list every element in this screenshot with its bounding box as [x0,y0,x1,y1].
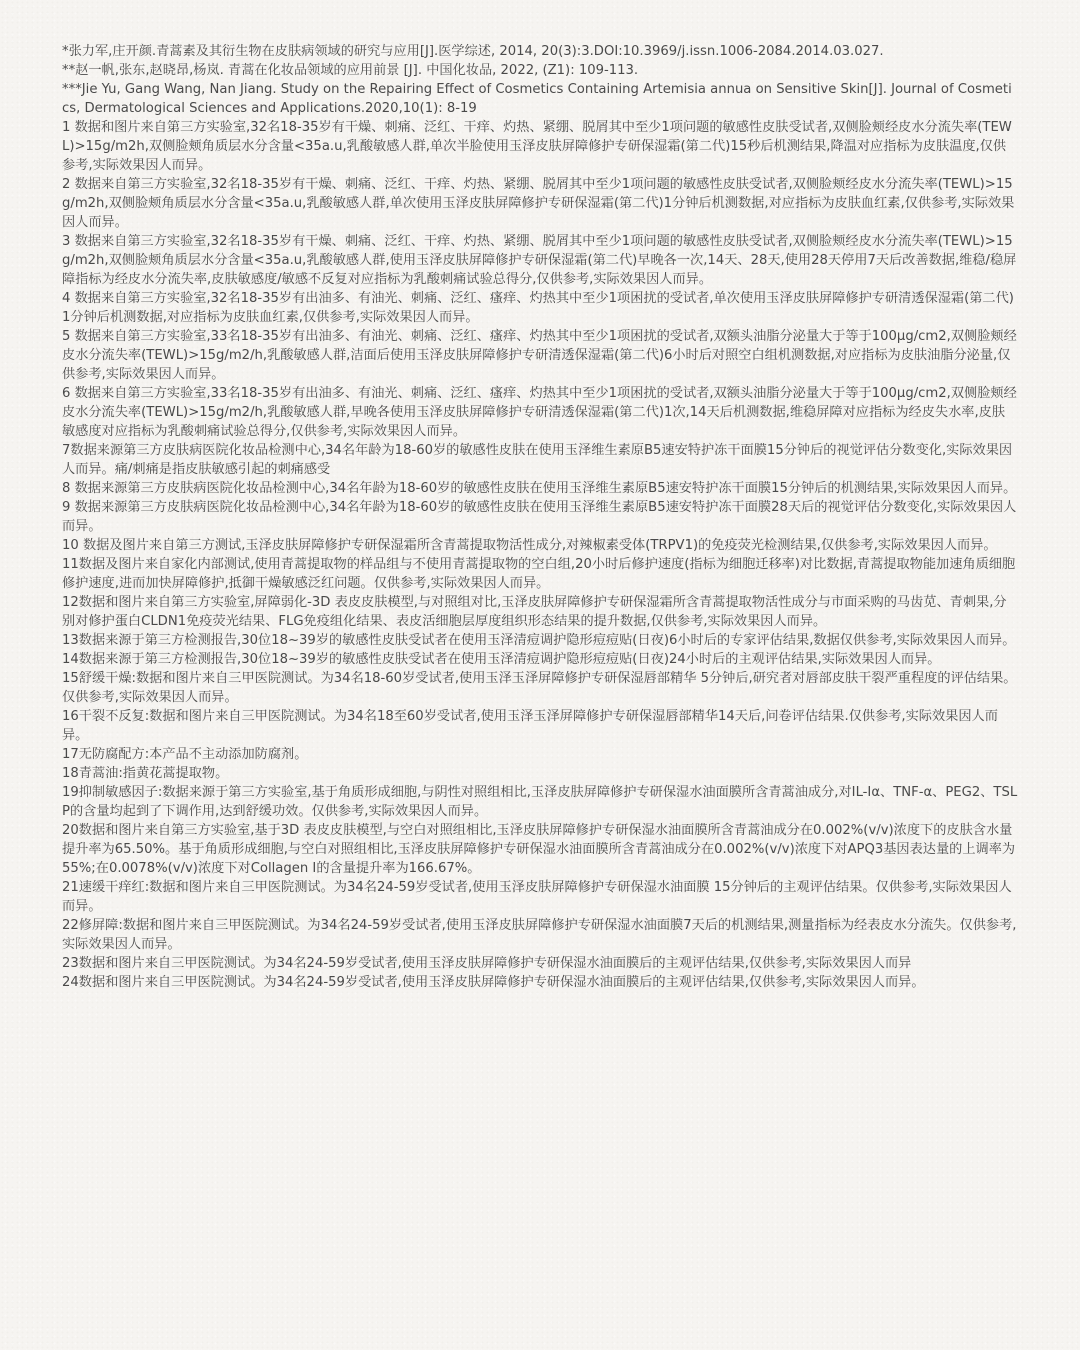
footnote-3: 3 数据来自第三方实验室,32名18-35岁有干燥、刺痛、泛红、干痒、灼热、紧绷、脱屑其中至少1项问题的敏感性皮肤受试者,双侧脸颊经皮水分流失率(TEWL)>15g/m2h,双侧脸颊角质层水分含量<35a.u,乳酸敏感人群,使用玉泽皮肤屏障修护专研保湿霜(第二代)早晚各一次,14天、28天,使用28天停用7天后改善数据,维稳/稳屏障指标为经皮水分流失率,皮肤敏感度/敏感不反复对应指标为乳酸刺痛试验总得分,仅供参考,实际效果因人而异。 [62,234,1017,287]
footnote-17: 17无防腐配方:本产品不主动添加防腐剂。 [62,747,308,762]
footnote-20: 20数据和图片来自第三方实验室,基于3D 表皮皮肤模型,与空白对照组相比,玉泽皮肤屏障修护专研保湿水油面膜所含青蒿油成分在0.002%(v/v)浓度下的皮肤含水量提升率为65.50%。基于角质形成细胞,与空白对照组相比,玉泽皮肤屏障修护专研保湿水油面膜所含青蒿油成分在0.002%(v/v)浓度下对APQ3基因表达量的上调率为55%;在0.0078%(v/v)浓度下对Collagen Ⅰ的含量提升率为166.67%。 [62,823,1016,876]
footnote-12: 12数据和图片来自第三方实验室,屏障弱化-3D 表皮皮肤模型,与对照组对比,玉泽皮肤屏障修护专研保湿霜所含青蒿提取物活性成分与市面采购的马齿苋、青刺果,分别对修护蛋白CLDN1免疫荧光结果、FLG免疫组化结果、表皮活细胞层厚度组织形态结果的提升数据,仅供参考,实际效果因人而异。 [62,595,1007,629]
footnote-22: 22修屏障:数据和图片来自三甲医院测试。为34名24-59岁受试者,使用玉泽皮肤屏障修护专研保湿水油面膜7天后的机测结果,测量指标为经表皮水分流失。仅供参考,实际效果因人而异。 [62,918,1017,952]
reference-2: **赵一帆,张东,赵晓昂,杨岚. 青蒿在化妆品领域的应用前景 [J]. 中国化妆品, 2022, (Z1): 109-113. [62,63,639,78]
footnote-15: 15舒缓干燥:数据和图片来自三甲医院测试。为34名18-60岁受试者,使用玉泽玉泽屏障修护专研保湿唇部精华 5分钟后,研究者对唇部皮肤干裂严重程度的评估结果。仅供参考,实际效果因人而异。 [62,671,1017,705]
footnote-11: 11数据及图片来自家化内部测试,使用青蒿提取物的样品组与不使用青蒿提取物的空白组,20小时后修护速度(指标为细胞迁移率)对比数据,青蒿提取物能加速角质细胞修护速度,进而加快屏障修护,抵御干燥敏感泛红问题。仅供参考,实际效果因人而异。 [62,557,1016,591]
footnote-8: 8 数据来源第三方皮肤病医院化妆品检测中心,34名年龄为18-60岁的敏感性皮肤在使用玉泽维生素原B5速安特护冻干面膜15分钟后的机测结果,实际效果因人而异。 [62,481,1017,496]
footnote-23: 23数据和图片来自三甲医院测试。为34名24-59岁受试者,使用玉泽皮肤屏障修护专研保湿水油面膜后的主观评估结果,仅供参考,实际效果因人而异 [62,956,912,971]
footnote-24: 24数据和图片来自三甲医院测试。为34名24-59岁受试者,使用玉泽皮肤屏障修护专研保湿水油面膜后的主观评估结果,仅供参考,实际效果因人而异。 [62,975,925,990]
footnotes-list [62,42,1018,992]
footnote-9: 9 数据来源第三方皮肤病医院化妆品检测中心,34名年龄为18-60岁的敏感性皮肤在使用玉泽维生素原B5速安特护冻干面膜28天后的视觉评估分数变化,实际效果因人而异。 [62,500,1017,534]
footnote-2: 2 数据来自第三方实验室,32名18-35岁有干燥、刺痛、泛红、干痒、灼热、紧绷、脱屑其中至少1项问题的敏感性皮肤受试者,双侧脸颊经皮水分流失率(TEWL)>15g/m2h,双侧脸颊角质层水分含量<35a.u,乳酸敏感人群,单次使用玉泽皮肤屏障修护专研保湿霜(第二代)1分钟后机测数据,对应指标为皮肤血红素,仅供参考,实际效果因人而异。 [62,177,1015,230]
footnote-4: 4 数据来自第三方实验室,32名18-35岁有出油多、有油光、刺痛、泛红、瘙痒、灼热其中至少1项困扰的受试者,单次使用玉泽皮肤屏障修护专研清透保湿霜(第二代)1分钟后机测数据,对应指标为皮肤血红素,仅供参考,实际效果因人而异。 [62,291,1014,325]
footnote-10: 10 数据及图片来自第三方测试,玉泽皮肤屏障修护专研保湿霜所含青蒿提取物活性成分,对辣椒素受体(TRPV1)的免疫荧光检测结果,仅供参考,实际效果因人而异。 [62,538,997,553]
reference-1: *张力军,庄开颜.青蒿素及其衍生物在皮肤病领域的研究与应用[J].医学综述, 2014, 20(3):3.DOI:10.3969/j.issn.1006-2084.2014.03.027. [62,44,884,59]
footnote-1: 1 数据和图片来自第三方实验室,32名18-35岁有干燥、刺痛、泛红、干痒、灼热、紧绷、脱屑其中至少1项问题的敏感性皮肤受试者,双侧脸颊经皮水分流失率(TEWL)>15g/m2h,双侧脸颊角质层水分含量<35a.u,乳酸敏感人群,单次半脸使用玉泽皮肤屏障修护专研保湿霜(第二代)15秒后机测结果,降温对应指标为皮肤温度,仅供参考,实际效果因人而异。 [62,120,1012,173]
footnote-14: 14数据来源于第三方检测报告,30位18~39岁的敏感性皮肤受试者在使用玉泽清痘调护隐形痘痘贴(日夜)24小时后的主观评估结果,实际效果因人而异。 [62,652,941,667]
footnote-21: 21速缓干痒红:数据和图片来自三甲医院测试。为34名24-59岁受试者,使用玉泽皮肤屏障修护专研保湿水油面膜 15分钟后的主观评估结果。仅供参考,实际效果因人而异。 [62,880,1012,914]
footnote-6: 6 数据来自第三方实验室,33名18-35岁有出油多、有油光、刺痛、泛红、瘙痒、灼热其中至少1项困扰的受试者,双额头油脂分泌量大于等于100μg/cm2,双侧脸颊经皮水分流失率(TEWL)>15g/m2/h,乳酸敏感人群,早晚各使用玉泽皮肤屏障修护专研清透保湿霜(第二代)1次,14天后机测数据,维稳屏障对应指标为经皮失水率,皮肤敏感度对应指标为乳酸刺痛试验总得分,仅供参考,实际效果因人而异。 [62,386,1017,439]
footnote-13: 13数据来源于第三方检测报告,30位18~39岁的敏感性皮肤受试者在使用玉泽清痘调护隐形痘痘贴(日夜)6小时后的专家评估结果,数据仅供参考,实际效果因人而异。 [62,633,1016,648]
footnote-7: 7数据来源第三方皮肤病医院化妆品检测中心,34名年龄为18-60岁的敏感性皮肤在使用玉泽维生素原B5速安特护冻干面膜15分钟后的视觉评估分数变化,实际效果因人而异。痛/刺痛是指皮肤敏感引起的刺痛感受 [62,443,1013,477]
footnote-5: 5 数据来自第三方实验室,33名18-35岁有出油多、有油光、刺痛、泛红、瘙痒、灼热其中至少1项困扰的受试者,双额头油脂分泌量大于等于100μg/cm2,双侧脸颊经皮水分流失率(TEWL)>15g/m2/h,乳酸敏感人群,洁面后使用玉泽皮肤屏障修护专研清透保湿霜(第二代)6小时后对照空白组机测数据,对应指标为皮肤油脂分泌量,仅供参考,实际效果因人而异。 [62,329,1017,382]
footnote-19: 19抑制敏感因子:数据来源于第三方实验室,基于角质形成细胞,与阴性对照组相比,玉泽皮肤屏障修护专研保湿水油面膜所含青蒿油成分,对IL-Iα、TNF-α、PEG2、TSLP的含量均起到了下调作用,达到舒缓功效。仅供参考,实际效果因人而异。 [62,785,1018,819]
reference-3: ***Jie Yu, Gang Wang, Nan Jiang. Study on the Repairing Effect of Cosmetics Containing Artemisia annua on Sensitive Skin[J]. Journal of Cosmetics, Dermatological Sciences and Applications.2020,10(1): 8-19 [62,82,1012,116]
footnote-18: 18青蒿油:指黄花蒿提取物。 [62,766,229,781]
footnote-16: 16干裂不反复:数据和图片来自三甲医院测试。为34名18至60岁受试者,使用玉泽玉泽屏障修护专研保湿唇部精华14天后,问卷评估结果.仅供参考,实际效果因人而异。 [62,709,998,743]
